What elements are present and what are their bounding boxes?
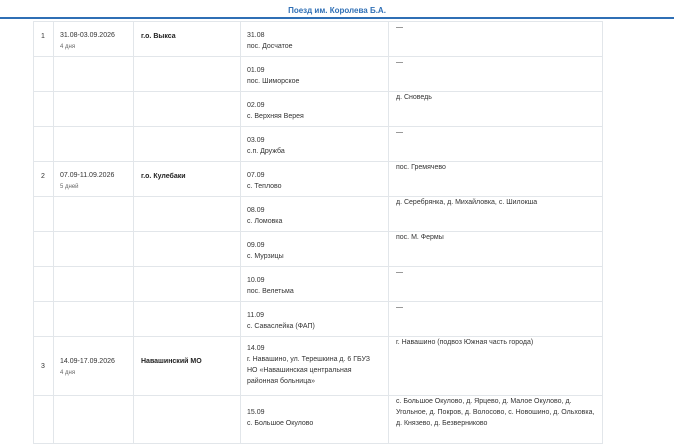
stop-date: 15.09 [247,409,265,416]
schedule-table [33,21,603,444]
dates-cell [54,396,134,444]
district-name [134,302,240,311]
nearby-settlements: — [396,24,403,31]
district-cell [134,22,241,57]
row-number [34,396,53,405]
stop-cell [241,127,389,162]
district-name [134,57,240,66]
dates-cell [54,22,134,57]
nearby-settlements: — [396,269,403,276]
row-number [34,302,53,311]
stop-date: 02.09 [247,102,265,109]
row-number-cell [34,337,54,396]
row-number-cell [34,57,54,92]
stop-cell [241,337,389,396]
district-name [134,197,240,206]
stop-place: с. Ломовка [247,218,283,225]
nearby-settlements: — [396,59,403,66]
stop-place: с. Большое Окулово [247,420,314,427]
nearby-cell [389,92,603,127]
dates-cell [54,127,134,162]
nearby-cell [389,22,603,57]
stop-date: 08.09 [247,207,265,214]
row-number-cell [34,92,54,127]
stop-place: г. Навашино, ул. Терешкина д. 6 ГБУЗ НО «Навашинская центральная районная больница» [247,356,370,385]
stop-date: 31.08 [247,32,265,39]
dates-cell [54,197,134,232]
row-number [34,267,53,276]
nearby-cell [389,57,603,92]
dates-cell [54,337,134,396]
row-number-cell [34,396,54,444]
nearby-cell [389,302,603,337]
district-cell [134,57,241,92]
district-name [134,127,240,136]
table-row [34,57,603,92]
stop-date: 09.09 [247,242,265,249]
stop-date: 01.09 [247,67,265,74]
district-name: г.о. Выкса [141,33,176,40]
district-cell [134,232,241,267]
train-title-bar [0,0,674,19]
nearby-settlements: с. Большое Окулово, д. Ярцево, д. Малое Окулово, д. Угольное, д. Покров, д. Волосово, с. Новошино, д. Ольховка, д. Князево, д. Безверниково [396,398,595,427]
row-number: 2 [41,173,45,180]
district-cell [134,396,241,444]
table-row [34,22,603,57]
stop-date: 10.09 [247,277,265,284]
district-name [134,396,240,405]
row-number [34,127,53,136]
table-row [34,92,603,127]
stop-place: пос. Шиморское [247,78,300,85]
stop-cell [241,302,389,337]
nearby-settlements: — [396,129,403,136]
row-number-cell [34,197,54,232]
table-row [34,162,603,197]
table-row [34,127,603,162]
nearby-settlements: д. Сноведь [396,94,432,101]
dates-cell [54,267,134,302]
nearby-cell [389,396,603,444]
dates-cell [54,92,134,127]
district-name [134,267,240,276]
row-number-cell [34,127,54,162]
row-number-cell [34,302,54,337]
stop-cell [241,396,389,444]
table-row [34,396,603,444]
stop-place: пос. Досчатое [247,43,293,50]
stop-cell [241,162,389,197]
stop-cell [241,267,389,302]
stop-cell [241,22,389,57]
row-number-cell [34,22,54,57]
nearby-cell [389,162,603,197]
district-cell [134,337,241,396]
row-number-cell [34,162,54,197]
dates-cell [54,162,134,197]
stop-place: пос. Велетьма [247,288,294,295]
district-name: Навашинский МО [141,358,202,365]
stop-place: с.п. Дружба [247,148,285,155]
table-row [34,337,603,396]
stop-date: 14.09 [247,345,265,352]
date-range: 31.08-03.09.2026 [60,32,115,39]
day-count: 5 дней [60,184,79,190]
district-name [134,232,240,241]
dates-cell [54,57,134,92]
stop-cell [241,197,389,232]
dates-cell [54,302,134,337]
district-cell [134,92,241,127]
district-cell [134,162,241,197]
dates-cell [54,232,134,267]
stop-cell [241,57,389,92]
stop-date: 03.09 [247,137,265,144]
row-number-cell [34,267,54,302]
table-row [34,267,603,302]
table-row [34,232,603,267]
table-row [34,302,603,337]
row-number-cell [34,232,54,267]
day-count: 4 дня [60,44,76,50]
row-number [34,232,53,241]
row-number [34,92,53,101]
table-row [34,197,603,232]
row-number [34,57,53,66]
nearby-settlements: д. Серебрянка, д. Михайловка, с. Шилокша [396,199,538,206]
nearby-cell [389,197,603,232]
nearby-settlements: г. Навашино (подвоз Южная часть города) [396,339,534,346]
district-cell [134,267,241,302]
stop-place: с. Теплово [247,183,282,190]
district-cell [134,302,241,337]
district-cell [134,127,241,162]
nearby-settlements: — [396,304,403,311]
district-name: г.о. Кулебаки [141,173,186,180]
stop-place: с. Мурзицы [247,253,284,260]
district-name [134,92,240,101]
stop-date: 07.09 [247,172,265,179]
stop-place: с. Верхняя Верея [247,113,304,120]
nearby-cell [389,267,603,302]
stop-place: с. Саваслейка (ФАП) [247,323,315,330]
row-number [34,197,53,206]
date-range: 14.09-17.09.2026 [60,358,115,365]
stop-cell [241,92,389,127]
train-title: Поезд им. Королева Б.А. [288,6,386,15]
date-range: 07.09-11.09.2026 [60,172,115,179]
nearby-settlements: пос. Гремячево [396,164,446,171]
nearby-settlements: пос. М. Фермы [396,234,444,241]
nearby-cell [389,337,603,396]
stop-cell [241,232,389,267]
stop-date: 11.09 [247,312,264,319]
nearby-cell [389,232,603,267]
row-number: 1 [41,33,45,40]
district-cell [134,197,241,232]
day-count: 4 дня [60,370,76,376]
nearby-cell [389,127,603,162]
row-number: 3 [41,363,45,370]
